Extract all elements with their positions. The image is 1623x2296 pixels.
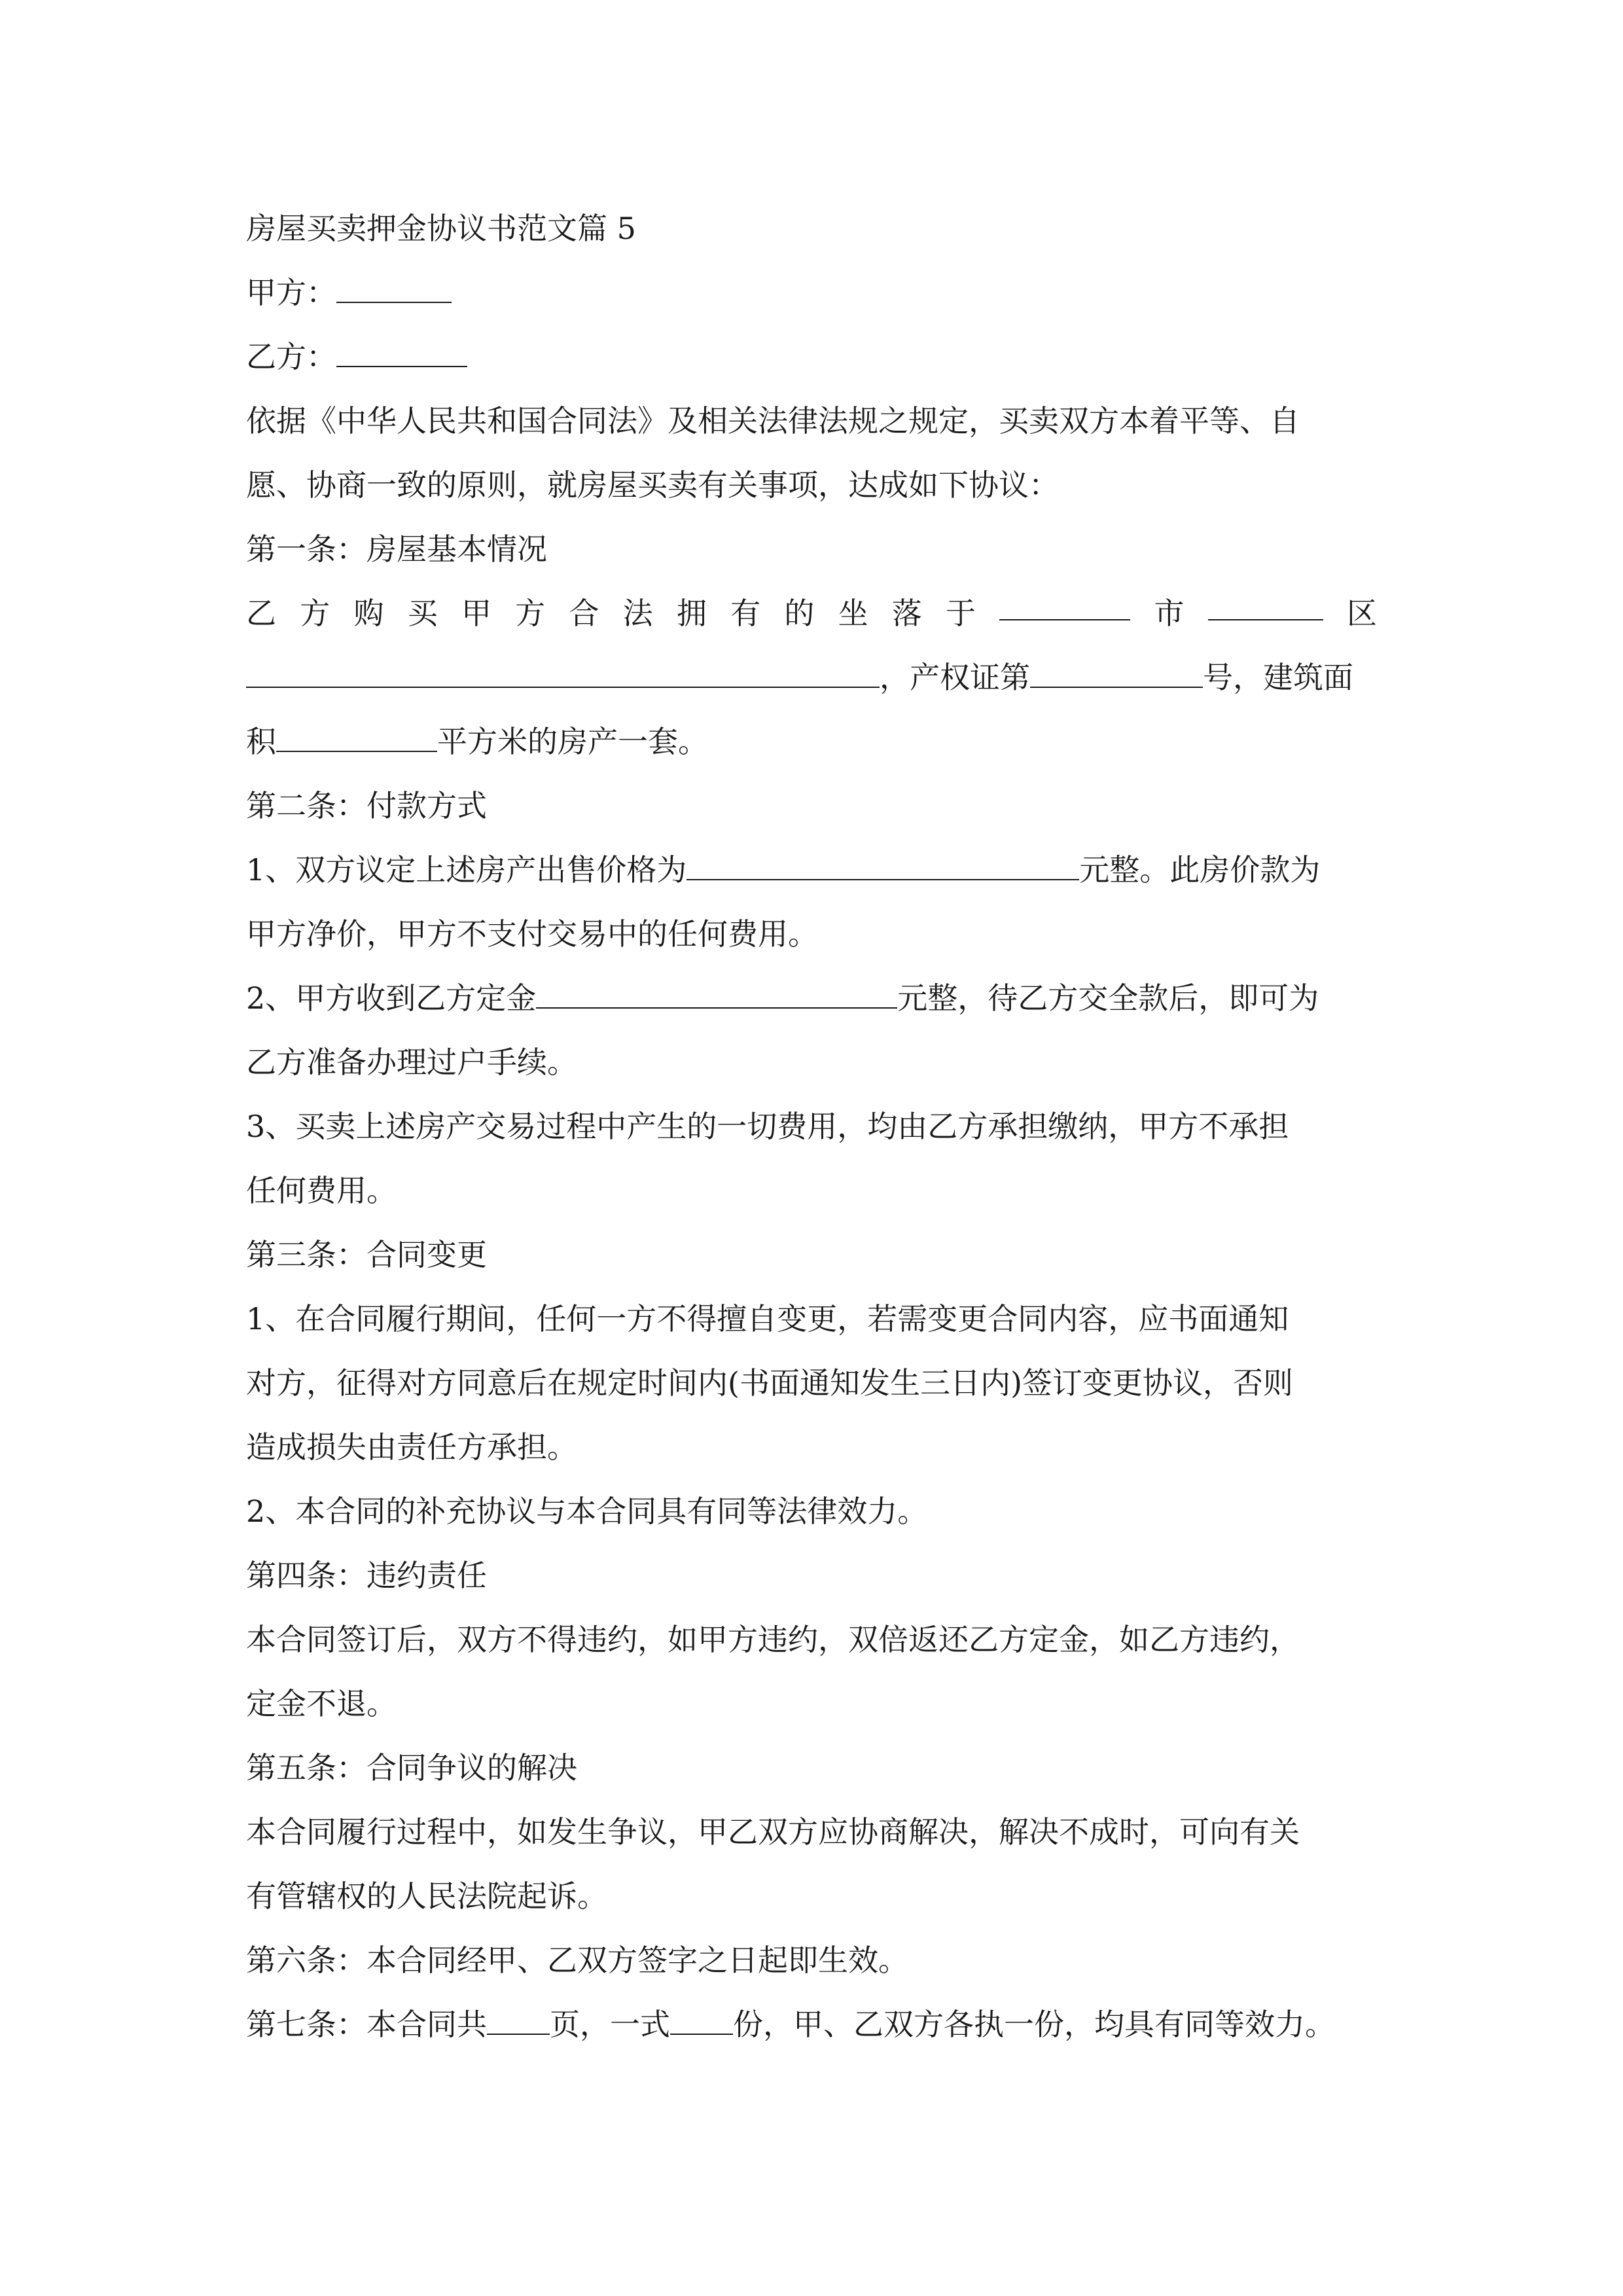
intro-line-2: 愿、协商一致的原则，就房屋买卖有关事项，达成如下协议： [246,467,1059,503]
article-1-title: 第一条：房屋基本情况 [246,531,547,567]
city-label: 市 [1154,596,1185,631]
cert-number-blank [1030,649,1203,688]
char: 有 [730,596,761,631]
cert-label: ，产权证第 [880,660,1030,695]
document-title: 房屋买卖押金协议书范文篇 5 [246,211,636,246]
article-2-para-2-line-2: 乙方准备办理过户手续。 [246,1045,577,1080]
char: 甲 [461,596,491,631]
article-1-line-2 [246,645,1377,709]
party-a-line [246,260,1377,325]
pages-blank [487,1996,550,2035]
party-a-label: 甲方： [246,275,336,310]
city-blank [999,581,1130,620]
char: 方 [515,596,546,631]
article-7 [246,1992,1377,2056]
article-4-para-1-line-2: 定金不退。 [246,1686,397,1721]
price-blank [687,841,1079,880]
char: 合 [569,596,599,631]
district-label: 区 [1346,596,1377,631]
article-3-para-1-line-1: 1、在合同履行期间，任何一方不得擅自变更，若需变更合同内容，应书面通知 [246,1301,1289,1336]
char: 购 [353,596,384,631]
char: 买 [407,596,438,631]
article-4-title: 第四条：违约责任 [246,1558,487,1593]
address-blank [246,649,880,688]
cert-number-label: 号，建筑面 [1203,660,1353,695]
article-5-para-1-line-2: 有管辖权的人民法院起诉。 [246,1878,607,1914]
deposit-suffix: 元整，待乙方交全款后，即可为 [897,980,1319,1016]
price-prefix: 1、双方议定上述房产出售价格为 [246,852,687,888]
article-1-line-3 [246,709,1377,774]
article-5-para-1-line-1: 本合同履行过程中，如发生争议，甲乙双方应协商解决，解决不成时，可向有关 [246,1814,1300,1850]
article-2-para-3-line-1: 3、买卖上述房产交易过程中产生的一切费用，均由乙方承担缴纳，甲方不承担 [246,1109,1289,1144]
party-b-blank [336,328,467,367]
char: 乙 [246,596,276,631]
char: 于 [946,596,976,631]
article-2-para-2-line-1 [246,966,1377,1030]
area-blank [276,713,437,752]
article-7-suffix: 份，甲、乙双方各执一份，均具有同等效力。 [733,2007,1335,2042]
area-suffix: 平方米的房产一套。 [437,724,708,759]
party-b-line [246,325,1377,389]
party-a-blank [336,264,452,303]
party-b-label: 乙方： [246,339,336,374]
char: 法 [622,596,653,631]
char: 坐 [838,596,868,631]
char: 的 [784,596,815,631]
article-2-para-1-line-1 [246,838,1377,902]
char: 拥 [676,596,707,631]
article-2-para-3-line-2: 任何费用。 [246,1173,397,1208]
article-7-prefix: 第七条：本合同共 [246,2007,487,2042]
deposit-blank [536,969,897,1009]
article-6: 第六条：本合同经甲、乙双方签字之日起即生效。 [246,1943,908,1978]
article-2-title: 第二条：付款方式 [246,788,487,823]
article-1-line-1 [246,581,1377,645]
article-2-para-1-line-2: 甲方净价，甲方不支付交易中的任何费用。 [246,916,818,952]
deposit-prefix: 2、甲方收到乙方定金 [246,980,537,1016]
intro-line-1: 依据《中华人民共和国合同法》及相关法律法规之规定，买卖双方本着平等、自 [246,403,1300,439]
char: 方 [300,596,330,631]
copies-blank [670,1996,733,2035]
article-3-para-1-line-2: 对方，征得对方同意后在规定时间内(书面通知发生三日内)签订变更协议，否则 [246,1365,1293,1401]
char: 落 [891,596,922,631]
article-3-para-2: 2、本合同的补充协议与本合同具有同等法律效力。 [246,1494,928,1529]
district-blank [1208,581,1323,620]
article-7-mid: 页，一式 [550,2007,670,2042]
article-4-para-1-line-1: 本合同签订后，双方不得违约，如甲方违约，双倍返还乙方定金，如乙方违约， [246,1622,1300,1657]
area-prefix: 积 [246,724,276,759]
article-3-title: 第三条：合同变更 [246,1237,487,1272]
article-5-title: 第五条：合同争议的解决 [246,1750,577,1785]
article-3-para-1-line-3: 造成损失由责任方承担。 [246,1429,577,1465]
document-body [246,196,1377,2056]
price-suffix: 元整。此房价款为 [1079,852,1321,888]
